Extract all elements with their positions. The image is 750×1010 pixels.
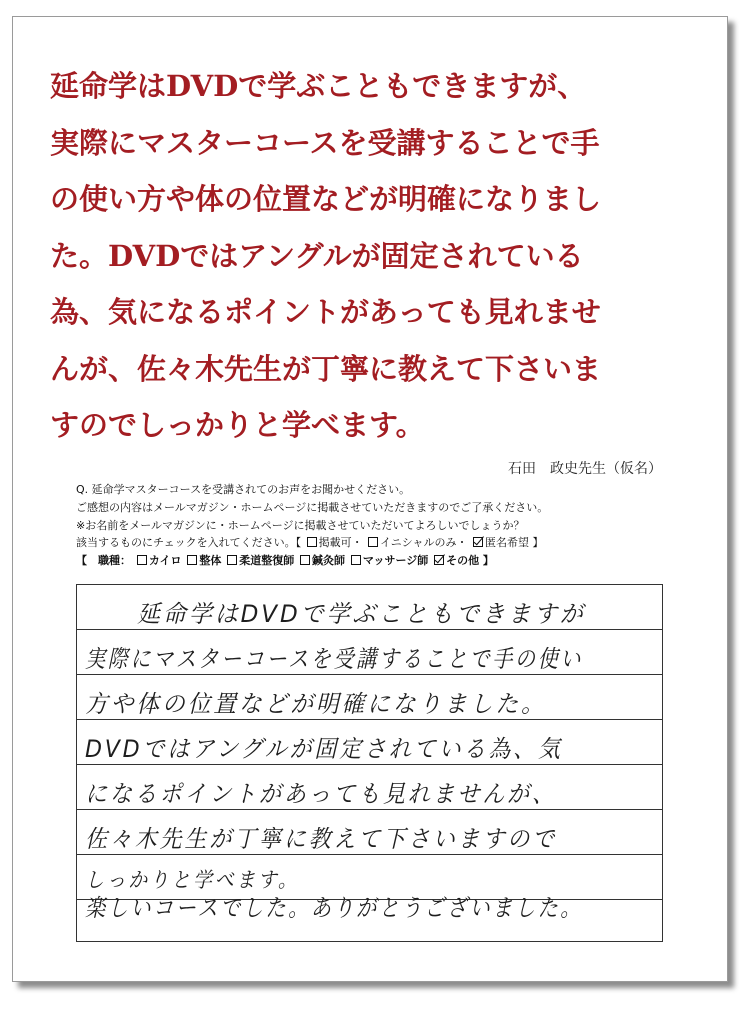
survey-note: ご感想の内容はメールマガジン・ホームページに掲載させていただきますのでご了承ください。 (76, 500, 549, 514)
handwritten-text: 楽しいコースでした。ありがとうございました。 (85, 894, 583, 922)
permission-suffix: 】 (532, 536, 544, 550)
headline-line: 実際にマスターコースを受講することで手 (50, 125, 600, 160)
checkbox-other[interactable] (434, 555, 444, 565)
answer-line (77, 675, 662, 720)
handwritten-text: 佐々木先生が丁寧に教えて下さいますので (85, 825, 557, 853)
survey-note: ※お名前をメールマガジンに・ホームページに掲載させていただいてよろしいでしょうか？ (76, 518, 525, 532)
headline-line: の使い方や体の位置などが明確になりまし (50, 182, 602, 216)
handwritten-text: 延命学はDVDで学ぶこともできますが (137, 600, 586, 628)
option-label: カイロ (148, 554, 182, 568)
occupation-prefix: 【 職種： (76, 554, 131, 568)
handwritten-text: DVDではアングルが固定されている為、気 (85, 735, 563, 763)
permission-prefix: 該当するものにチェックを入れてください。【 (76, 536, 302, 550)
option-label: その他 (446, 554, 480, 568)
checkbox-acupuncture[interactable] (300, 555, 310, 565)
answer-line (77, 720, 662, 765)
survey-form-header (76, 481, 676, 570)
occupation-suffix: 】 (482, 554, 494, 568)
handwritten-text: になるポイントがあっても見れませんが、 (85, 780, 557, 808)
option-label: 掲載可・ (318, 536, 363, 550)
testimonial-headline (50, 58, 695, 454)
survey-question: Q. 延命学マスターコースを受講されてのお声をお聞かせください。 (76, 483, 411, 496)
author-name: 石田 政史先生（仮名） (508, 461, 662, 477)
checkbox-initials[interactable] (368, 537, 378, 547)
checkbox-seitai[interactable] (187, 555, 197, 565)
option-label: 整体 (199, 554, 222, 568)
occupation-row (76, 552, 676, 570)
answer-line (77, 585, 662, 630)
checkbox-publish[interactable] (307, 537, 317, 547)
headline-line: 為、気になるポイントがあっても見れませ (50, 295, 601, 329)
answer-line (77, 894, 662, 945)
headline-line: んが、佐々木先生が丁寧に教えて下さいま (50, 351, 602, 386)
option-label: イニシャルのみ・ (380, 536, 468, 550)
option-label: 柔道整復師 (239, 554, 295, 568)
answer-line (77, 630, 662, 675)
handwritten-text: しっかりと学べます。 (85, 868, 300, 892)
answer-line (77, 810, 662, 855)
checkbox-chiro[interactable] (137, 555, 147, 565)
handwritten-answer-box (76, 584, 663, 942)
headline-line: 延命学はDVDで学ぶこともできますが、 (50, 69, 587, 103)
checkbox-massage[interactable] (351, 555, 361, 565)
checkbox-judo[interactable] (227, 555, 237, 565)
checkbox-anonymous[interactable] (473, 537, 483, 547)
option-label: 鍼灸師 (312, 554, 346, 568)
option-label: マッサージ師 (362, 554, 429, 568)
headline-line: た。DVDではアングルが固定されている (50, 238, 584, 273)
name-permission-row (76, 534, 676, 552)
handwritten-text: 方や体の位置などが明確になりました。 (85, 690, 547, 718)
headline-line: すのでしっかりと学べます。 (50, 408, 425, 442)
answer-line (77, 765, 662, 810)
option-label: 匿名希望 (485, 536, 530, 550)
handwritten-text: 実際にマスターコースを受講することで手の使い (85, 645, 583, 673)
